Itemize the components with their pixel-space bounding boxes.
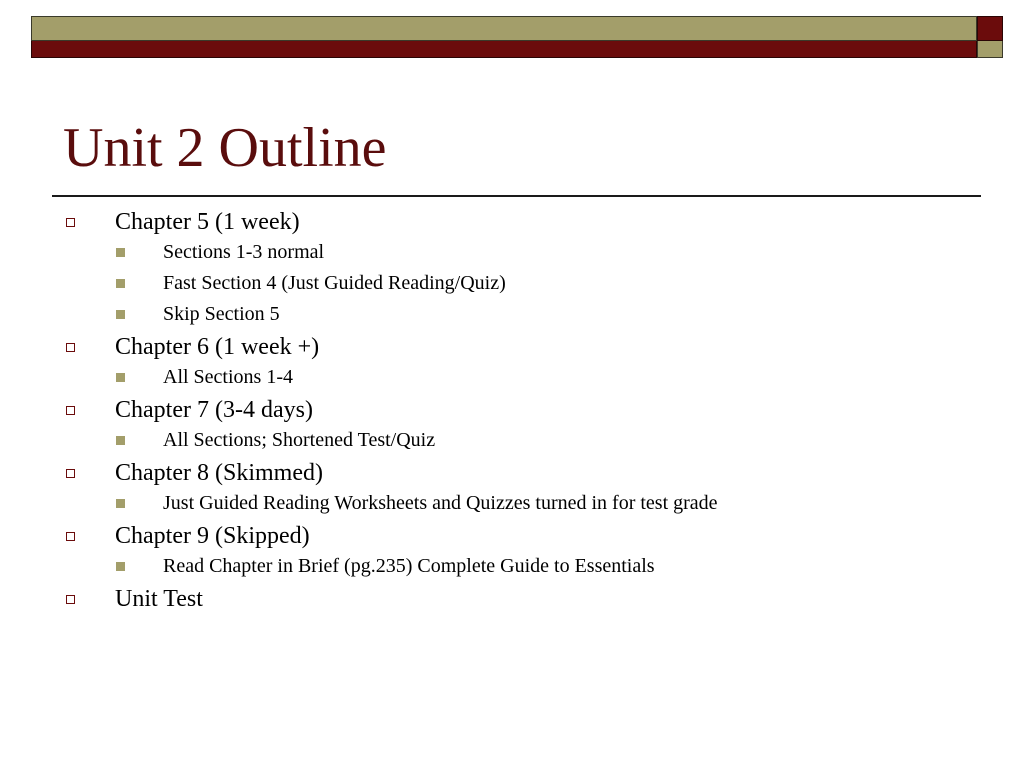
title-divider [52, 195, 981, 197]
outline-bullet-open-icon [66, 343, 75, 352]
outline-bullet-square-icon [116, 436, 125, 445]
outline-subitem: Skip Section 5 [163, 303, 280, 325]
outline-subitem: All Sections 1-4 [163, 366, 293, 388]
header-bar-maroon [31, 41, 977, 58]
outline-item: Chapter 9 (Skipped) [115, 523, 310, 549]
outline-bullet-square-icon [116, 562, 125, 571]
outline-bullet-square-icon [116, 310, 125, 319]
slide-title: Unit 2 Outline [63, 117, 387, 179]
header-square-maroon [977, 16, 1003, 41]
outline-item: Chapter 6 (1 week +) [115, 334, 320, 360]
outline-item: Chapter 8 (Skimmed) [115, 460, 323, 486]
outline-item: Unit Test [115, 586, 203, 612]
header-square-olive [977, 41, 1003, 58]
outline-item: Chapter 7 (3-4 days) [115, 397, 313, 423]
outline-bullet-square-icon [116, 279, 125, 288]
outline-bullet-open-icon [66, 595, 75, 604]
outline-bullet-open-icon [66, 532, 75, 541]
outline-bullet-square-icon [116, 499, 125, 508]
outline-subitem: Read Chapter in Brief (pg.235) Complete Guide to Essentials [163, 555, 655, 577]
outline-subitem: Sections 1-3 normal [163, 241, 325, 263]
header-bar-olive [31, 16, 977, 41]
outline-bullet-open-icon [66, 469, 75, 478]
outline-subitem: Fast Section 4 (Just Guided Reading/Quiz) [163, 272, 506, 294]
outline-bullet-open-icon [66, 406, 75, 415]
outline-subitem: Just Guided Reading Worksheets and Quizzes turned in for test grade [163, 492, 718, 514]
outline-subitem: All Sections; Shortened Test/Quiz [163, 429, 436, 451]
outline-item: Chapter 5 (1 week) [115, 209, 300, 235]
outline-bullet-square-icon [116, 373, 125, 382]
outline-bullet-open-icon [66, 218, 75, 227]
outline-bullet-square-icon [116, 248, 125, 257]
